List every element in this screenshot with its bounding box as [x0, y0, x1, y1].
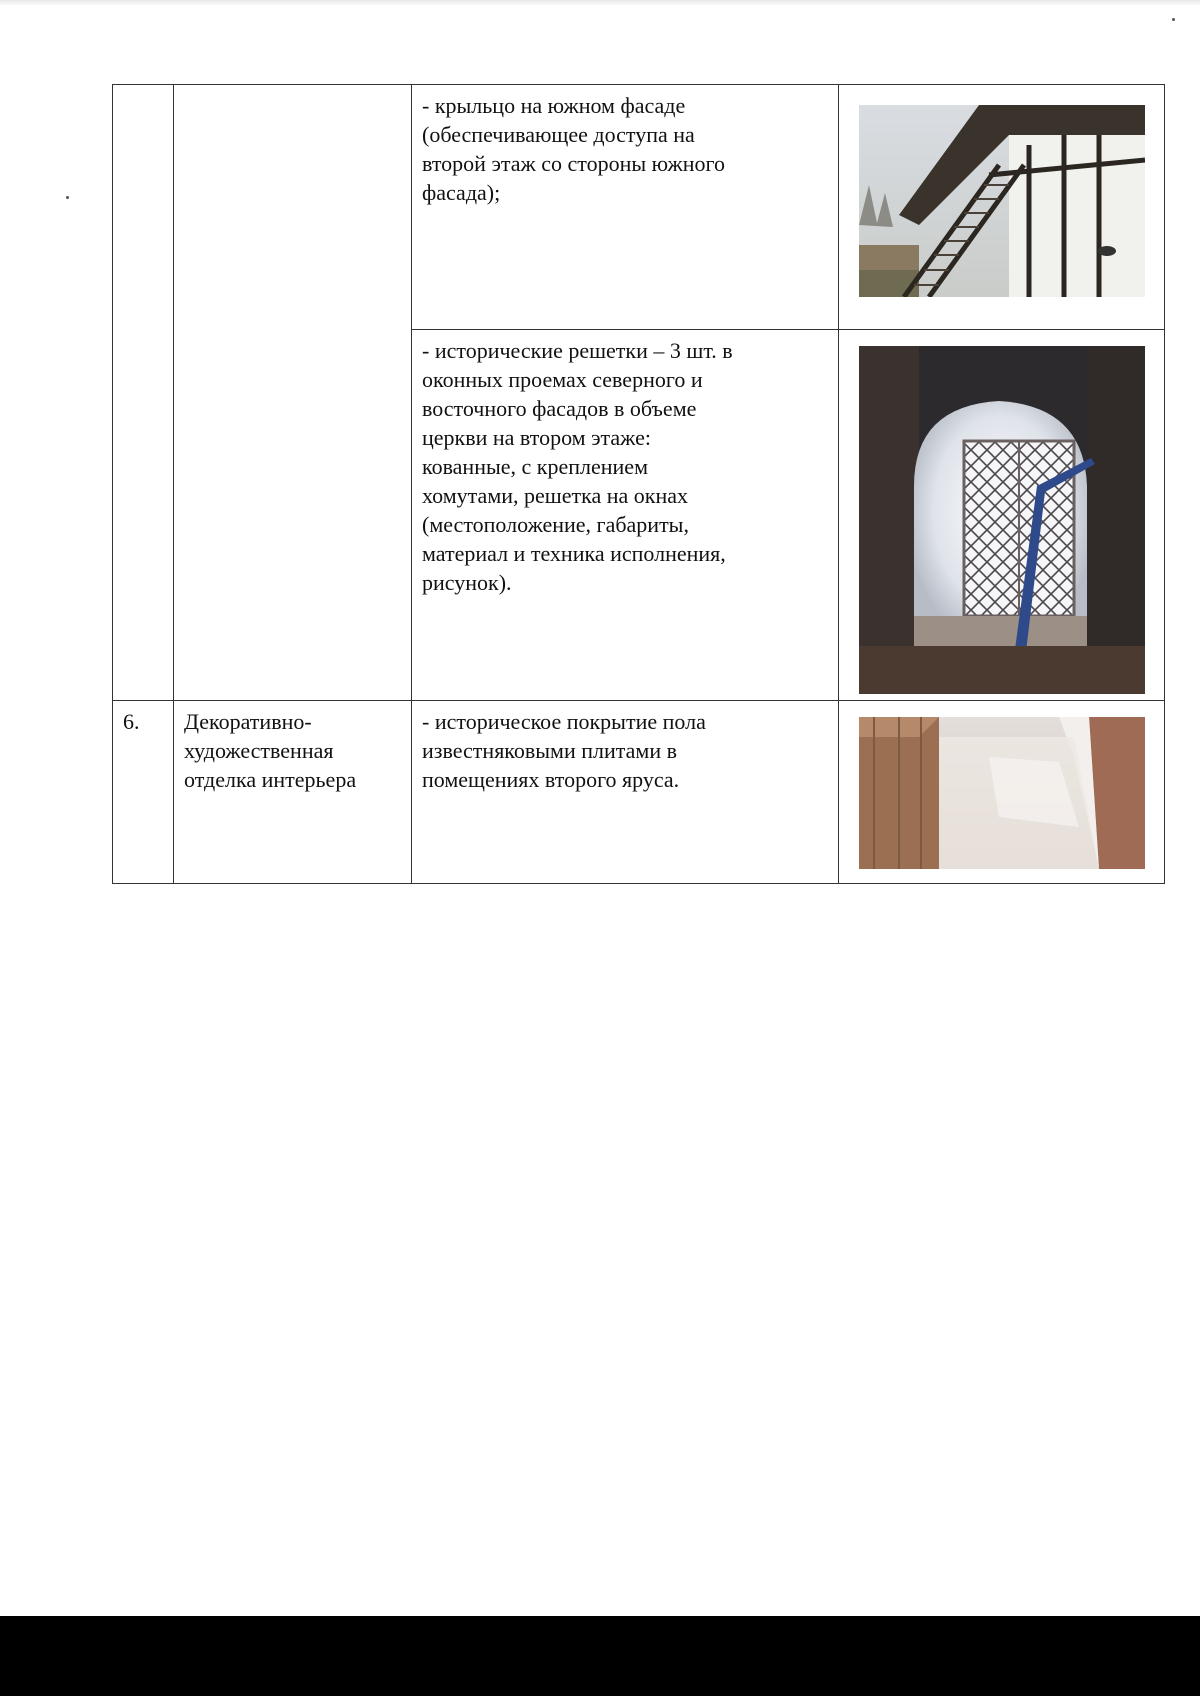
description-cell — [412, 330, 839, 701]
scan-speck — [66, 196, 69, 199]
limestone-floor-photo — [859, 717, 1145, 869]
page-top-edge — [0, 0, 1200, 6]
description-cell — [412, 85, 839, 330]
category-text: Декоративно- художественная отделка интерьера — [184, 709, 357, 792]
monument-features-table — [112, 84, 1165, 884]
description-cell — [412, 701, 839, 884]
row-number-cell: 6. — [113, 701, 174, 884]
category-cell — [174, 85, 412, 701]
category-cell — [174, 701, 412, 884]
description-text: - крыльцо на южном фасаде (обеспечивающее доступа на второй этаж со стороны южного фасада); — [422, 93, 725, 205]
row-number-cell — [113, 85, 174, 701]
description-text: - историческое покрытие пола известняковыми плитами в помещениях второго яруса. — [422, 709, 706, 792]
description-text: - исторические решетки – 3 шт. в оконных проемах северного и восточного фасадов в объеме церкви на втором этаже: кованные, с креплением хомутами, решетка на окнах (местоположение, габариты, материал и техника исполнения, рисунок). — [422, 338, 733, 595]
photo-cell — [839, 85, 1165, 330]
porch-staircase-photo — [859, 105, 1145, 297]
window-grille-photo — [859, 346, 1145, 694]
table-row — [113, 85, 1165, 330]
scan-speck — [1172, 18, 1175, 21]
photo-cell — [839, 701, 1165, 884]
photo-cell — [839, 330, 1165, 701]
scan-bottom-edge — [0, 1616, 1200, 1696]
table-row — [113, 701, 1165, 884]
